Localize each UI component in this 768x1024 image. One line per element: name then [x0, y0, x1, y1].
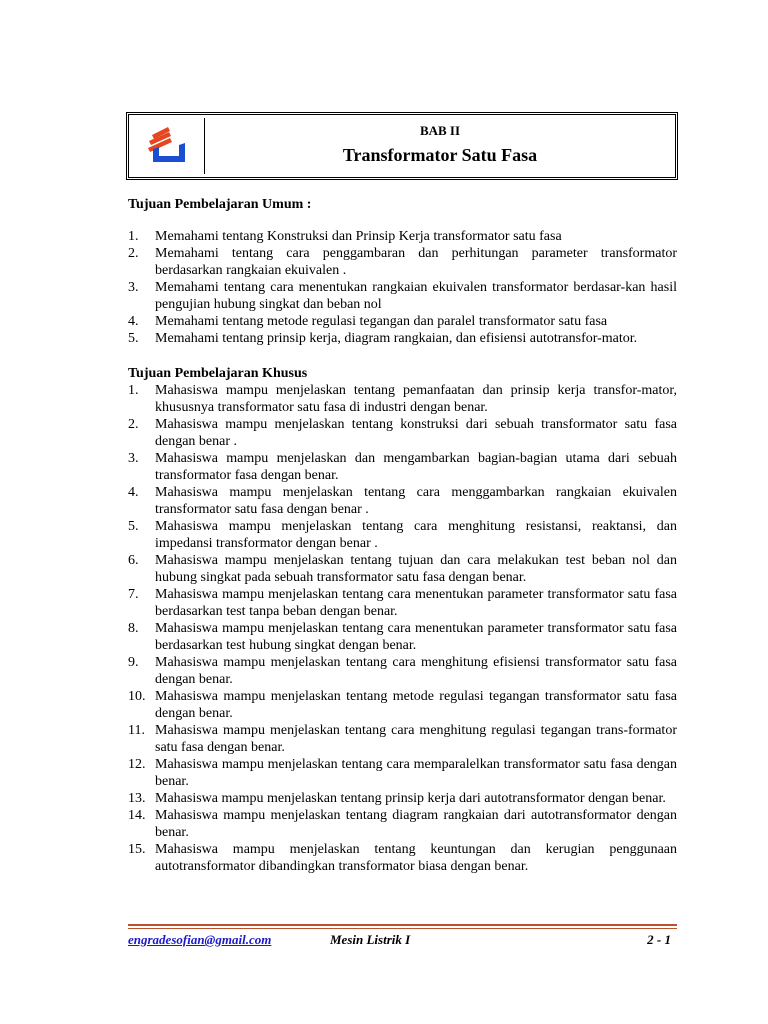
- list-item: [128, 382, 677, 416]
- list-item-number: 8.: [128, 621, 139, 636]
- list-item-text: Mahasiswa mampu menjelaskan tentang cara menggambarkan rangkaian ekuivalen transformator satu fasa dengan benar .: [155, 485, 677, 517]
- course-name: Mesin Listrik I: [330, 932, 411, 947]
- list-item: [128, 313, 677, 330]
- list-item-number: 4.: [128, 485, 139, 500]
- chapter-title: Transformator Satu Fasa: [342, 145, 538, 165]
- logo-cell: [132, 118, 205, 174]
- footer-rule: [128, 924, 677, 926]
- list-item: [128, 228, 677, 245]
- list-item-text: Mahasiswa mampu menjelaskan tentang tujuan dan cara melakukan test beban nol dan hubung singkat pada sebuah transformator satu fasa dengan benar.: [155, 553, 677, 585]
- list-item: [128, 518, 677, 552]
- list-item: [128, 841, 677, 875]
- list-item: [128, 620, 677, 654]
- list-item-text: Mahasiswa mampu menjelaskan tentang diagram rangkaian dari autotransformator dengan benar.: [155, 808, 677, 840]
- list-item-number: 11.: [128, 723, 145, 738]
- document-body: [128, 196, 677, 875]
- list-item: [128, 586, 677, 620]
- author-email-link[interactable]: engradesofian@gmail.com: [128, 932, 272, 947]
- list-item-text: Mahasiswa mampu menjelaskan tentang keuntungan dan kerugian penggunaan autotransformator dibandingkan transformator biasa dengan benar.: [155, 842, 677, 874]
- list-item-number: 15.: [128, 842, 146, 857]
- list-item-text: Memahami tentang cara menentukan rangkaian ekuivalen transformator berdasar-kan hasil pengujian hubung singkat dan beban nol: [155, 280, 677, 312]
- general-objectives-heading: Tujuan Pembelajaran Umum :: [128, 197, 312, 212]
- title-cell: [205, 115, 675, 177]
- list-item-number: 9.: [128, 655, 139, 670]
- list-item: [128, 756, 677, 790]
- list-item-text: Mahasiswa mampu menjelaskan tentang prinsip kerja dari autotransformator dengan benar.: [155, 791, 666, 806]
- list-item: [128, 807, 677, 841]
- list-item-number: 1.: [128, 229, 139, 244]
- list-item-number: 4.: [128, 314, 139, 329]
- list-item: [128, 654, 677, 688]
- specific-objectives-list: [128, 382, 677, 875]
- list-item: [128, 450, 677, 484]
- list-item: [128, 790, 677, 807]
- list-item-text: Mahasiswa mampu menjelaskan tentang cara menghitung resistansi, reaktansi, dan impedansi transformator dengan benar .: [155, 519, 677, 551]
- specific-objectives-heading: Tujuan Pembelajaran Khusus: [128, 366, 308, 381]
- list-item-text: Mahasiswa mampu menjelaskan tentang metode regulasi tegangan transformator satu fasa dengan benar.: [155, 689, 677, 721]
- list-item-text: Mahasiswa mampu menjelaskan dan mengambarkan bagian-bagian utama dari sebuah transformator fasa dengan benar.: [155, 451, 677, 483]
- institution-logo-icon: [132, 118, 204, 174]
- list-item-number: 3.: [128, 451, 139, 466]
- general-objectives-list: [128, 228, 677, 347]
- list-item-number: 3.: [128, 280, 139, 295]
- list-item-text: Mahasiswa mampu menjelaskan tentang cara menentukan parameter transformator satu fasa berdasarkan test tanpa beban dengan benar.: [155, 587, 677, 619]
- list-item-number: 5.: [128, 331, 139, 346]
- list-item-text: Memahami tentang metode regulasi tegangan dan paralel transformator satu fasa: [155, 314, 608, 329]
- page-footer: [128, 932, 677, 952]
- list-item-text: Memahami tentang cara penggambaran dan perhitungan parameter transformator berdasarkan rangkaian ekuivalen .: [155, 246, 677, 278]
- list-item-number: 1.: [128, 383, 139, 398]
- list-item-number: 7.: [128, 587, 139, 602]
- list-item-number: 10.: [128, 689, 146, 704]
- list-item-text: Memahami tentang prinsip kerja, diagram rangkaian, dan efisiensi autotransfor-mator.: [155, 331, 638, 346]
- list-item-text: Mahasiswa mampu menjelaskan tentang pemanfaatan dan prinsip kerja transfor-mator, khususnya transformator satu fasa di industri dengan benar.: [155, 383, 677, 415]
- list-item-number: 13.: [128, 791, 146, 806]
- chapter-number: BAB II: [419, 123, 461, 138]
- list-item-text: Memahami tentang Konstruksi dan Prinsip Kerja transformator satu fasa: [155, 229, 562, 244]
- list-item: [128, 484, 677, 518]
- list-item-text: Mahasiswa mampu menjelaskan tentang cara memparalelkan transformator satu fasa dengan benar.: [155, 757, 677, 789]
- list-item: [128, 245, 677, 279]
- list-item-text: Mahasiswa mampu menjelaskan tentang konstruksi dari sebuah transformator satu fasa dengan benar .: [155, 417, 677, 449]
- list-item-number: 14.: [128, 808, 146, 823]
- list-item-number: 12.: [128, 757, 146, 772]
- list-item: [128, 722, 677, 756]
- list-item-text: Mahasiswa mampu menjelaskan tentang cara menghitung efisiensi transformator satu fasa dengan benar.: [155, 655, 677, 687]
- footer-rule-thin: [128, 928, 677, 929]
- list-item: [128, 279, 677, 313]
- list-item: [128, 688, 677, 722]
- list-item-number: 2.: [128, 417, 139, 432]
- list-item: [128, 552, 677, 586]
- list-item-text: Mahasiswa mampu menjelaskan tentang cara menentukan parameter transformator satu fasa berdasarkan test hubung singkat dengan benar.: [155, 621, 677, 653]
- list-item-number: 6.: [128, 553, 139, 568]
- list-item-number: 2.: [128, 246, 139, 261]
- page-number: 2 - 1: [647, 932, 671, 947]
- list-item: [128, 416, 677, 450]
- list-item: [128, 330, 677, 347]
- list-item-text: Mahasiswa mampu menjelaskan tentang cara menghitung regulasi tegangan trans-formator satu fasa dengan benar.: [155, 723, 677, 755]
- list-item-number: 5.: [128, 519, 139, 534]
- chapter-header-box: [126, 112, 678, 180]
